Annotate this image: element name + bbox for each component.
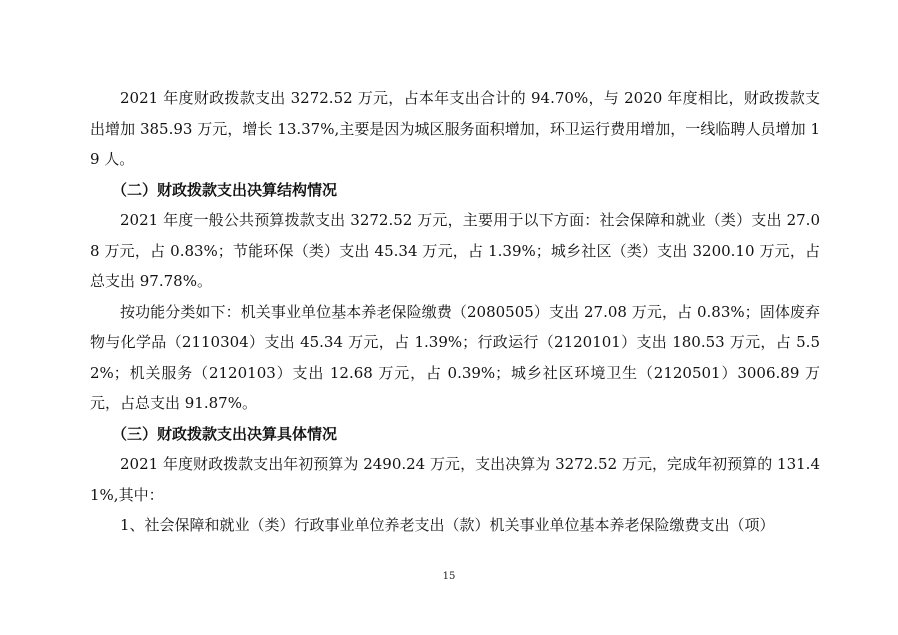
paragraph-budget-completion: 2021 年度财政拨款支出年初预算为 2490.24 万元，支出决算为 3272.52 万元，完成年初预算的 131.41%,其中： xyxy=(90,455,820,504)
section-heading-details: （三）财政拨款支出决算具体情况 xyxy=(112,424,338,443)
page-number: 15 xyxy=(442,571,456,582)
document-body xyxy=(90,83,820,541)
section-heading-structure: （二）财政拨款支出决算结构情况 xyxy=(112,180,338,199)
paragraph-functional-classification: 按功能分类如下：机关事业单位基本养老保险缴费（2080505）支出 27.08 万元，占 0.83%；固体废弃物与化学品（2110304）支出 45.34 万元，占 1.39%；行政运行（2120101）支出 180.53 万元，占 5.52%；机关服务（2120103）支出 12.68 万元，占 0.39%；城乡社区环境卫生（2120501）3006.89 万元，占总支出 91.87%。 xyxy=(90,302,820,412)
paragraph-expenditure-overview: 2021 年度财政拨款支出 3272.52 万元，占本年支出合计的 94.70%，与 2020 年度相比，财政拨款支出增加 385.93 万元，增长 13.37%,主要是因为城区服务面积增加，环卫运行费用增加，一线临聘人员增加 19 人。 xyxy=(90,89,820,168)
paragraph-item-1: 1、社会保障和就业（类）行政事业单位养老支出（款）机关事业单位基本养老保险缴费支出（项） xyxy=(120,516,775,534)
paragraph-expenditure-structure: 2021 年度一般公共预算拨款支出 3272.52 万元，主要用于以下方面：社会保障和就业（类）支出 27.08 万元，占 0.83%；节能环保（类）支出 45.34 万元，占 1.39%；城乡社区（类）支出 3200.10 万元，占总支出 97.78%。 xyxy=(90,211,820,290)
